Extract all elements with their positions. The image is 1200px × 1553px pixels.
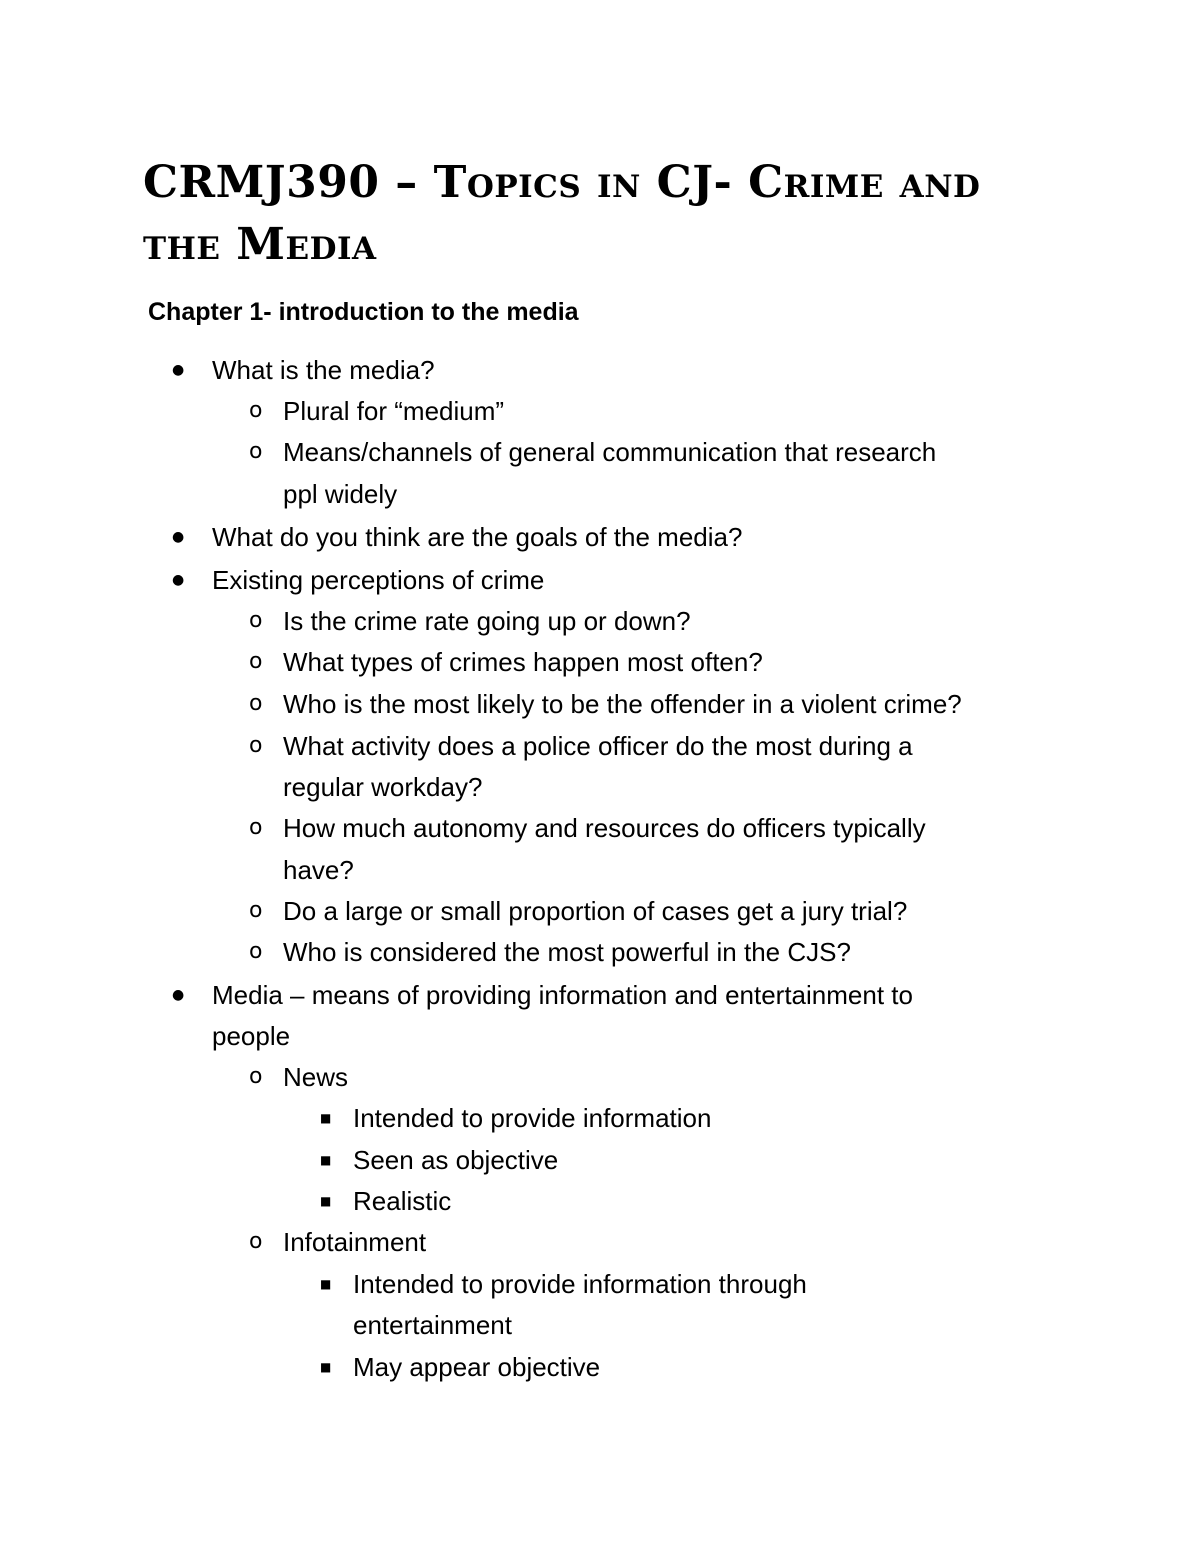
list-item: Means/channels of general communication that research bbox=[283, 437, 937, 467]
bullet-square-icon: ■ bbox=[320, 1277, 332, 1291]
bullet-square-icon: ■ bbox=[320, 1360, 332, 1374]
list-item-continuation: regular workday? bbox=[283, 772, 483, 802]
bullet-square-icon: ■ bbox=[320, 1194, 332, 1208]
bullet-circle-icon: o bbox=[249, 733, 263, 758]
chapter-heading: Chapter 1- introduction to the media bbox=[148, 298, 579, 326]
list-item: What activity does a police officer do the most during a bbox=[283, 731, 913, 761]
list-item-continuation: entertainment bbox=[353, 1310, 512, 1340]
list-item: Who is considered the most powerful in the CJS? bbox=[283, 937, 851, 967]
list-item: Media – means of providing information and entertainment to bbox=[212, 980, 913, 1010]
bullet-circle-icon: o bbox=[249, 691, 263, 716]
list-item: Realistic bbox=[353, 1186, 452, 1216]
bullet-square-icon: ■ bbox=[320, 1111, 332, 1125]
list-item: How much autonomy and resources do officers typically bbox=[283, 813, 926, 843]
list-item: Seen as objective bbox=[353, 1145, 559, 1175]
list-item: May appear objective bbox=[353, 1352, 601, 1382]
list-item-continuation: ppl widely bbox=[283, 479, 398, 509]
list-item: What is the media? bbox=[212, 355, 435, 385]
bullet-circle-icon: o bbox=[249, 1229, 263, 1254]
list-item: News bbox=[283, 1062, 349, 1092]
bullet-square-icon: ■ bbox=[320, 1153, 332, 1167]
list-item-continuation: have? bbox=[283, 855, 354, 885]
list-item: What types of crimes happen most often? bbox=[283, 647, 763, 677]
list-item: Intended to provide information bbox=[353, 1103, 712, 1133]
bullet-circle-icon: o bbox=[249, 649, 263, 674]
list-item: Intended to provide information through bbox=[353, 1269, 807, 1299]
list-item: Infotainment bbox=[283, 1227, 427, 1257]
list-item: Is the crime rate going up or down? bbox=[283, 606, 691, 636]
list-item: Do a large or small proportion of cases get a jury trial? bbox=[283, 896, 908, 926]
document-title: CRMJ390 – Topics in CJ- Crime and the Media bbox=[143, 157, 981, 270]
list-item: Plural for “medium” bbox=[283, 396, 505, 426]
bullet-circle-icon: o bbox=[249, 898, 263, 923]
bullet-circle-icon: o bbox=[249, 398, 263, 423]
bullet-circle-icon: o bbox=[249, 1064, 263, 1089]
list-item-continuation: people bbox=[212, 1021, 291, 1051]
bullet-circle-icon: o bbox=[249, 608, 263, 633]
bullet-circle-icon: o bbox=[249, 939, 263, 964]
bullet-dot-icon: ● bbox=[172, 572, 185, 588]
list-item: Existing perceptions of crime bbox=[212, 565, 545, 595]
list-item: Who is the most likely to be the offender in a violent crime? bbox=[283, 689, 962, 719]
list-item: What do you think are the goals of the media? bbox=[212, 522, 743, 552]
bullet-dot-icon: ● bbox=[172, 987, 185, 1003]
bullet-circle-icon: o bbox=[249, 815, 263, 840]
bullet-dot-icon: ● bbox=[172, 529, 185, 545]
bullet-dot-icon: ● bbox=[172, 362, 185, 378]
bullet-circle-icon: o bbox=[249, 439, 263, 464]
